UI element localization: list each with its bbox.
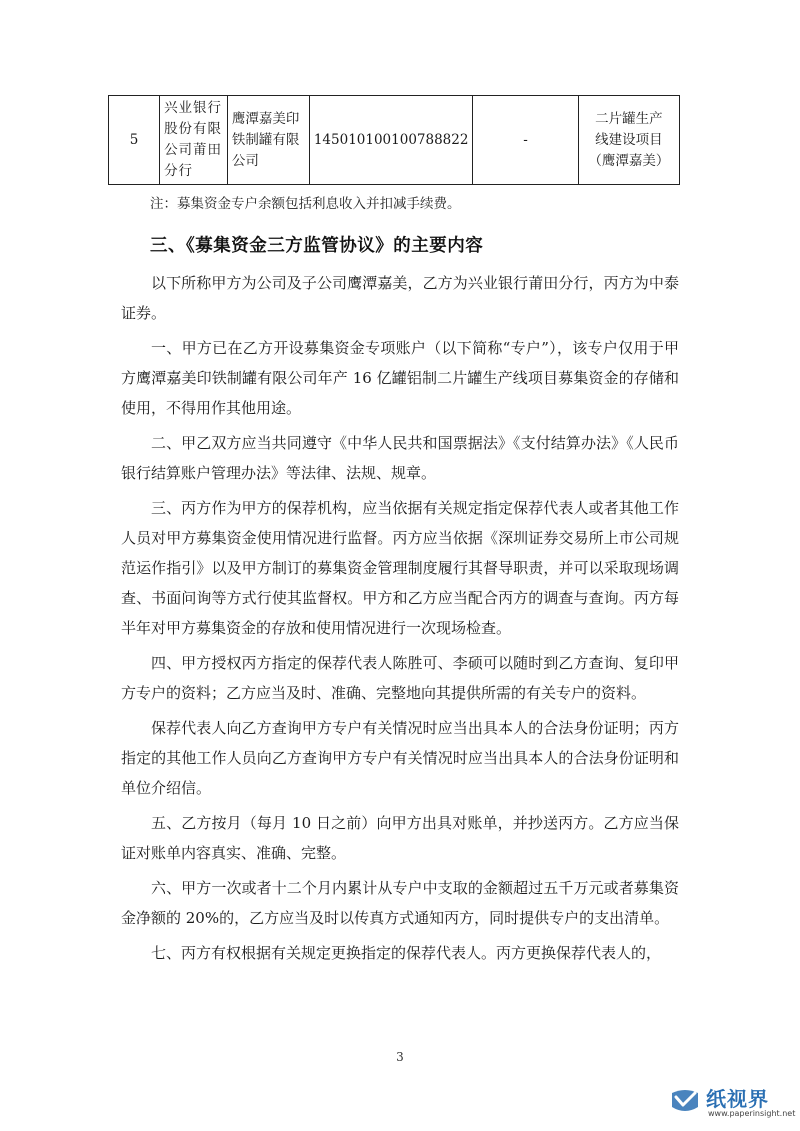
account-balance: - [473, 96, 578, 185]
paragraph: 二、甲乙双方应当共同遵守《中华人民共和国票据法》《支付结算办法》《人民币银行结算账户管理办法》等法律、法规、规章。 [121, 434, 679, 482]
account-table [108, 95, 680, 185]
table-row [109, 96, 680, 185]
bank-name: 兴业银行 股份有限 公司莆田 分行 [160, 96, 228, 185]
watermark-title: 纸视界 [706, 1087, 769, 1111]
paragraph: 保荐代表人向乙方查询甲方专户有关情况时应当出具本人的合法身份证明；丙方指定的其他工作人员向乙方查询甲方专户有关情况时应当出具本人的合法身份证明和单位介绍信。 [121, 719, 679, 797]
paragraph: 一、甲方已在乙方开设募集资金专项账户（以下简称“专户”），该专户仅用于甲方鹰潭嘉美印铁制罐有限公司年产 16 亿罐铝制二片罐生产线项目募集资金的存储和使用，不得用作其他用途。 [121, 339, 679, 417]
account-number: 145010100100788822 [309, 96, 473, 185]
paragraph: 六、甲方一次或者十二个月内累计从专户中支取的金额超过五千万元或者募集资金净额的 20%的，乙方应当及时以传真方式通知丙方，同时提供专户的支出清单。 [121, 879, 679, 927]
table-note: 注：募集资金专户余额包括利息收入并扣减手续费。 [150, 196, 461, 212]
section-heading: 三、《募集资金三方监管协议》的主要内容 [150, 236, 484, 256]
paragraph: 七、丙方有权根据有关规定更换指定的保荐代表人。丙方更换保荐代表人的， [151, 944, 662, 962]
paragraph: 四、甲方授权丙方指定的保荐代表人陈胜可、李硕可以随时到乙方查询、复印甲方专户的资料；乙方应当及时、准确、完整地向其提供所需的有关专户的资料。 [121, 654, 679, 702]
watermark-url: www.paperinsight.net [708, 1109, 796, 1118]
paragraph: 五、乙方按月（每月 10 日之前）向甲方出具对账单，并抄送丙方。乙方应当保证对账单内容真实、准确、完整。 [121, 814, 679, 862]
company-name: 鹰潭嘉美印 铁制罐有限 公司 [227, 96, 309, 185]
paragraph: 以下所称甲方为公司及子公司鹰潭嘉美，乙方为兴业银行莆田分行，丙方为中泰证券。 [121, 274, 679, 322]
project-name: 二片罐生产 线建设项目 （鹰潭嘉美） [578, 96, 679, 185]
body-text [121, 268, 679, 973]
paperinsight-logo-icon [668, 1085, 702, 1119]
row-index: 5 [109, 96, 160, 185]
page-number: 3 [396, 1050, 404, 1064]
paragraph: 三、丙方作为甲方的保荐机构，应当依据有关规定指定保荐代表人或者其他工作人员对甲方募集资金使用情况进行监督。丙方应当依据《深圳证券交易所上市公司规范运作指引》以及甲方制订的募集资金管理制度履行其督导职责，并可以采取现场调查、书面问询等方式行使其监督权。甲方和乙方应当配合丙方的调查与查询。丙方每半年对甲方募集资金的存放和使用情况进行一次现场检查。 [121, 499, 679, 637]
watermark-logo [668, 1081, 796, 1125]
